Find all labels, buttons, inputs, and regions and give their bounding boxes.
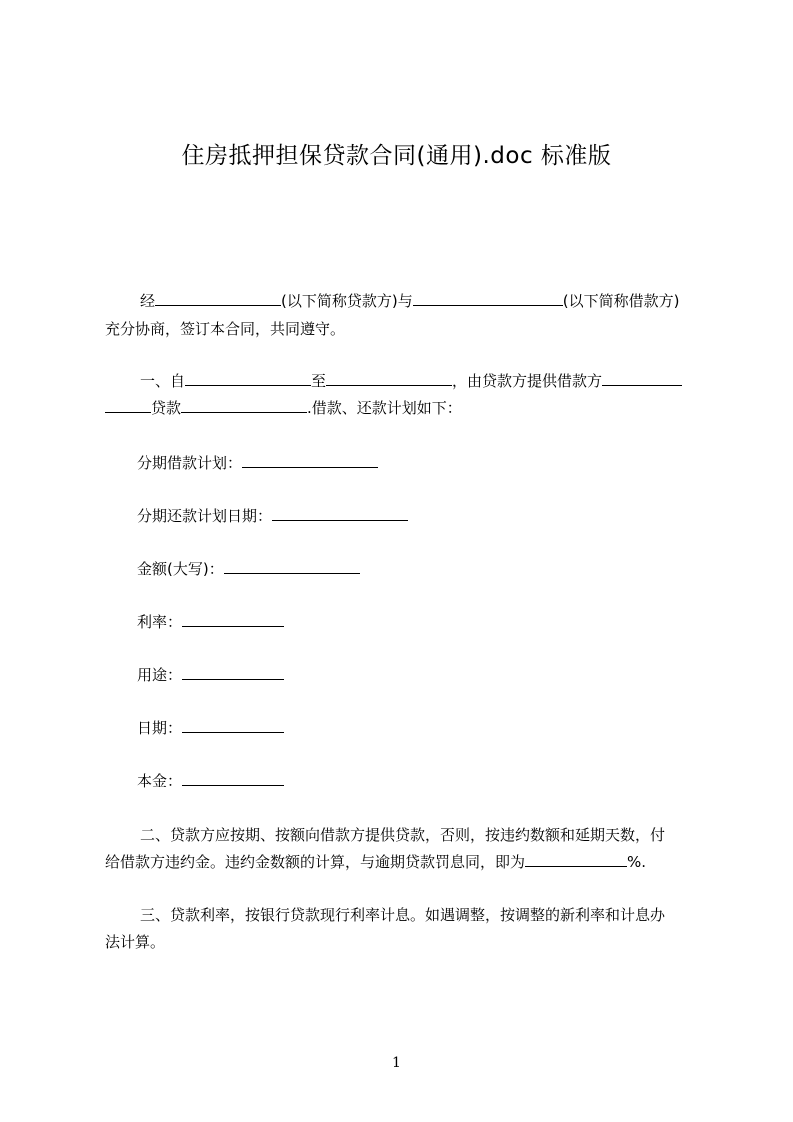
borrower-amount-blank-a — [602, 370, 682, 386]
clause3-line-2: 法计算。 — [105, 933, 166, 951]
field-purpose — [137, 664, 284, 686]
page-number: 1 — [392, 1055, 401, 1071]
borrower-note: (以下简称借款方) — [562, 292, 680, 310]
field-interest-rate — [137, 611, 284, 633]
clause1-from: 一、自 — [140, 372, 186, 390]
start-date-blank — [185, 370, 311, 386]
borrower-amount-blank-b — [105, 397, 151, 413]
clause2-suffix: %. — [627, 853, 647, 871]
clause1-provide: ，由贷款方提供借款方 — [452, 372, 603, 390]
field-label: 分期借款计划： — [137, 454, 243, 472]
field-blank — [182, 717, 284, 733]
intro-line-1 — [140, 290, 679, 312]
field-label: 用途： — [137, 666, 183, 684]
field-date — [137, 717, 284, 739]
field-principal — [137, 770, 284, 792]
clause3-line-1: 三、贷款利率，按银行贷款现行利率计息。如遇调整，按调整的新利率和计息办 — [140, 906, 666, 924]
field-blank — [182, 611, 284, 627]
clause1-to: 至 — [311, 372, 327, 390]
field-label: 分期还款计划日期： — [137, 507, 273, 525]
clause2-line-2 — [105, 851, 646, 873]
clause1-line-2 — [105, 397, 462, 419]
field-label: 日期： — [137, 719, 183, 737]
penalty-rate-blank — [525, 851, 627, 867]
field-installment-repay-date — [137, 505, 408, 527]
field-blank — [182, 664, 284, 680]
lender-note: (以下简称贷款方)与 — [281, 292, 413, 310]
field-blank — [182, 770, 284, 786]
field-label: 利率： — [137, 613, 183, 631]
field-label: 本金： — [137, 772, 183, 790]
clause1-loan: 贷款 — [151, 399, 182, 417]
clause2-line-1: 二、贷款方应按期、按额向借款方提供贷款，否则，按违约数额和延期天数，付 — [140, 826, 666, 844]
field-label: 金额(大写)： — [137, 560, 224, 578]
field-blank — [224, 558, 360, 574]
clause2-prefix: 给借款方违约金。违约金数额的计算，与逾期贷款罚息同，即为 — [105, 853, 526, 871]
lender-blank — [155, 290, 281, 306]
borrower-blank — [413, 290, 563, 306]
field-amount-uppercase — [137, 558, 360, 580]
intro-prefix: 经 — [140, 292, 156, 310]
intro-line-2: 充分协商，签订本合同，共同遵守。 — [105, 320, 346, 338]
loan-amount-blank — [181, 397, 307, 413]
clause1-line-1 — [140, 370, 682, 392]
field-blank — [242, 452, 378, 468]
document-title: 住房抵押担保贷款合同(通用).doc 标准版 — [181, 143, 612, 169]
clause1-plan: .借款、还款计划如下： — [307, 399, 462, 417]
field-blank — [272, 505, 408, 521]
field-installment-borrow-plan — [137, 452, 378, 474]
end-date-blank — [326, 370, 452, 386]
